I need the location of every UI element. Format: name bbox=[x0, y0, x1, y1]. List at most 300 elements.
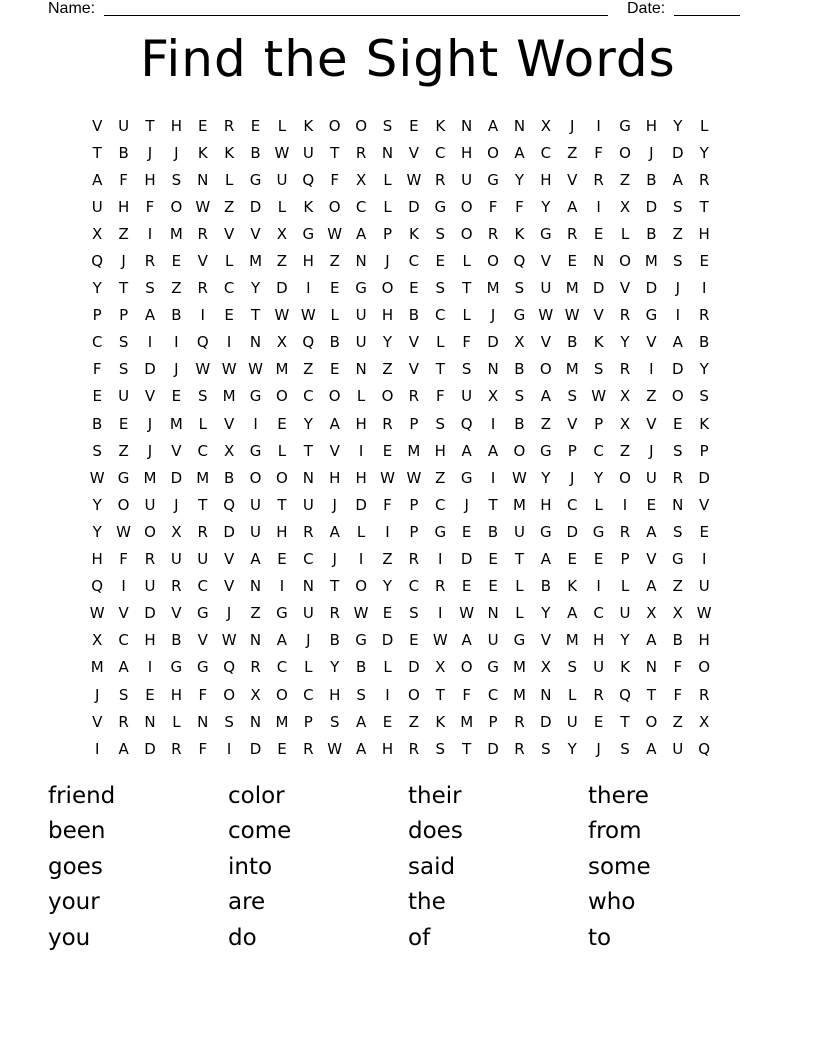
grid-cell[interactable]: D bbox=[698, 468, 710, 487]
grid-cell[interactable]: R bbox=[698, 685, 710, 704]
grid-cell[interactable]: H bbox=[698, 631, 710, 650]
grid-cell[interactable]: T bbox=[514, 550, 525, 569]
grid-cell[interactable]: M bbox=[407, 441, 421, 460]
grid-cell[interactable]: E bbox=[198, 116, 208, 135]
grid-cell[interactable]: L bbox=[383, 197, 392, 216]
grid-cell[interactable]: L bbox=[620, 224, 630, 243]
grid-cell[interactable]: A bbox=[514, 143, 525, 162]
grid-cell[interactable]: V bbox=[567, 170, 578, 189]
grid-cell[interactable]: T bbox=[303, 441, 313, 460]
grid-cell[interactable]: H bbox=[381, 739, 394, 758]
grid-cell[interactable]: N bbox=[249, 333, 262, 352]
grid-cell[interactable]: E bbox=[382, 441, 393, 460]
grid-cell[interactable]: O bbox=[355, 116, 367, 135]
grid-cell[interactable]: V bbox=[144, 387, 156, 406]
grid-cell[interactable]: H bbox=[144, 170, 156, 189]
grid-cell[interactable]: D bbox=[144, 360, 156, 379]
grid-cell[interactable]: D bbox=[408, 658, 420, 677]
grid-cell[interactable]: F bbox=[435, 387, 445, 406]
grid-cell[interactable]: K bbox=[408, 224, 419, 243]
grid-cell[interactable]: V bbox=[171, 441, 182, 460]
grid-cell[interactable]: M bbox=[143, 468, 157, 487]
grid-cell[interactable]: Q bbox=[460, 414, 473, 433]
grid-cell[interactable]: V bbox=[646, 333, 657, 352]
grid-cell[interactable]: W bbox=[353, 604, 369, 623]
grid-cell[interactable]: O bbox=[328, 116, 341, 135]
grid-cell[interactable]: G bbox=[249, 441, 262, 460]
grid-cell[interactable]: Y bbox=[594, 468, 604, 487]
grid-cell[interactable]: Z bbox=[303, 360, 314, 379]
grid-cell[interactable]: N bbox=[302, 577, 314, 596]
grid-cell[interactable]: G bbox=[355, 631, 367, 650]
grid-cell[interactable]: A bbox=[672, 333, 683, 352]
grid-cell[interactable]: I bbox=[649, 360, 654, 379]
grid-cell[interactable]: H bbox=[434, 441, 446, 460]
grid-cell[interactable]: S bbox=[673, 441, 683, 460]
grid-cell[interactable]: A bbox=[355, 739, 367, 758]
grid-cell[interactable]: E bbox=[435, 252, 446, 271]
grid-cell[interactable]: N bbox=[487, 604, 499, 623]
grid-cell[interactable]: S bbox=[435, 224, 446, 243]
grid-cell[interactable]: E bbox=[461, 577, 472, 596]
grid-cell[interactable]: N bbox=[540, 685, 552, 704]
grid-cell[interactable]: R bbox=[355, 143, 367, 162]
grid-cell[interactable]: R bbox=[514, 712, 525, 731]
grid-cell[interactable]: E bbox=[382, 604, 393, 623]
grid-cell[interactable]: M bbox=[565, 360, 579, 379]
grid-cell[interactable]: Y bbox=[250, 279, 261, 298]
grid-cell[interactable]: W bbox=[406, 468, 422, 487]
grid-cell[interactable]: I bbox=[596, 116, 601, 135]
grid-cell[interactable]: U bbox=[355, 333, 367, 352]
grid-cell[interactable]: U bbox=[513, 522, 525, 541]
grid-cell[interactable]: R bbox=[408, 739, 420, 758]
grid-cell[interactable]: G bbox=[170, 658, 183, 677]
grid-cell[interactable]: W bbox=[89, 468, 105, 487]
grid-cell[interactable]: S bbox=[673, 522, 683, 541]
grid-cell[interactable]: O bbox=[460, 658, 473, 677]
grid-cell[interactable]: S bbox=[224, 712, 234, 731]
grid-cell[interactable]: B bbox=[118, 143, 129, 162]
grid-cell[interactable]: E bbox=[277, 550, 287, 569]
grid-cell[interactable]: P bbox=[409, 414, 419, 433]
grid-cell[interactable]: D bbox=[645, 197, 658, 216]
grid-cell[interactable]: L bbox=[436, 333, 445, 352]
grid-cell[interactable]: J bbox=[226, 604, 232, 623]
grid-cell[interactable]: N bbox=[487, 360, 499, 379]
grid-cell[interactable]: N bbox=[645, 658, 658, 677]
grid-cell[interactable]: C bbox=[197, 441, 208, 460]
grid-cell[interactable]: T bbox=[250, 306, 261, 325]
grid-cell[interactable]: L bbox=[700, 116, 709, 135]
grid-cell[interactable]: T bbox=[435, 685, 445, 704]
grid-cell[interactable]: C bbox=[303, 387, 314, 406]
grid-cell[interactable]: T bbox=[277, 495, 287, 514]
grid-cell[interactable]: Z bbox=[567, 143, 578, 162]
grid-cell[interactable]: F bbox=[198, 739, 208, 758]
grid-cell[interactable]: D bbox=[487, 739, 499, 758]
grid-cell[interactable]: A bbox=[567, 197, 578, 216]
grid-cell[interactable]: C bbox=[355, 197, 367, 216]
grid-cell[interactable]: H bbox=[329, 468, 341, 487]
grid-cell[interactable]: I bbox=[490, 414, 496, 433]
grid-cell[interactable]: Z bbox=[646, 387, 657, 406]
grid-cell[interactable]: L bbox=[356, 387, 366, 406]
grid-cell[interactable]: R bbox=[171, 739, 182, 758]
grid-cell[interactable]: B bbox=[699, 333, 710, 352]
grid-cell[interactable]: R bbox=[144, 252, 156, 271]
grid-cell[interactable]: R bbox=[593, 685, 604, 704]
grid-cell[interactable]: Z bbox=[619, 170, 631, 189]
grid-cell[interactable]: V bbox=[92, 712, 103, 731]
grid-cell[interactable]: R bbox=[408, 387, 420, 406]
grid-cell[interactable]: P bbox=[409, 495, 419, 514]
grid-cell[interactable]: E bbox=[250, 116, 261, 135]
grid-cell[interactable]: Y bbox=[382, 333, 393, 352]
grid-cell[interactable]: G bbox=[513, 631, 526, 650]
grid-cell[interactable]: U bbox=[144, 577, 156, 596]
grid-cell[interactable]: R bbox=[698, 170, 710, 189]
grid-cell[interactable]: W bbox=[221, 631, 237, 650]
grid-cell[interactable]: U bbox=[645, 468, 657, 487]
grid-cell[interactable]: U bbox=[540, 279, 552, 298]
grid-cell[interactable]: C bbox=[435, 306, 446, 325]
grid-cell[interactable]: B bbox=[672, 631, 683, 650]
grid-cell[interactable]: U bbox=[461, 170, 473, 189]
grid-cell[interactable]: N bbox=[461, 116, 473, 135]
grid-cell[interactable]: E bbox=[224, 306, 234, 325]
grid-cell[interactable]: W bbox=[116, 522, 131, 541]
grid-cell[interactable]: T bbox=[330, 577, 340, 596]
grid-cell[interactable]: R bbox=[435, 577, 446, 596]
grid-cell[interactable]: H bbox=[355, 468, 367, 487]
grid-cell[interactable]: F bbox=[515, 197, 524, 216]
grid-cell[interactable]: Q bbox=[91, 577, 104, 596]
grid-cell[interactable]: G bbox=[592, 522, 605, 541]
grid-cell[interactable]: I bbox=[438, 604, 443, 623]
grid-cell[interactable]: X bbox=[435, 658, 446, 677]
grid-cell[interactable]: B bbox=[514, 414, 525, 433]
grid-cell[interactable]: U bbox=[250, 522, 262, 541]
grid-cell[interactable]: R bbox=[118, 712, 129, 731]
grid-cell[interactable]: D bbox=[592, 279, 605, 298]
grid-cell[interactable]: V bbox=[92, 116, 103, 135]
grid-cell[interactable]: V bbox=[619, 279, 631, 298]
grid-cell[interactable]: H bbox=[645, 116, 658, 135]
grid-cell[interactable]: W bbox=[221, 360, 237, 379]
grid-cell[interactable]: B bbox=[355, 658, 367, 677]
grid-cell[interactable]: B bbox=[250, 143, 261, 162]
grid-cell[interactable]: Z bbox=[329, 252, 340, 271]
grid-cell[interactable]: P bbox=[488, 712, 498, 731]
grid-cell[interactable]: G bbox=[434, 522, 447, 541]
grid-cell[interactable]: E bbox=[145, 685, 155, 704]
grid-cell[interactable]: F bbox=[145, 197, 155, 216]
grid-cell[interactable]: H bbox=[302, 252, 314, 271]
grid-cell[interactable]: I bbox=[358, 550, 364, 569]
grid-cell[interactable]: N bbox=[144, 712, 156, 731]
grid-cell[interactable]: V bbox=[540, 252, 551, 271]
grid-cell[interactable]: O bbox=[407, 685, 420, 704]
grid-cell[interactable]: L bbox=[198, 414, 207, 433]
grid-cell[interactable]: A bbox=[487, 116, 499, 135]
grid-cell[interactable]: I bbox=[226, 739, 232, 758]
grid-cell[interactable]: U bbox=[355, 306, 367, 325]
grid-cell[interactable]: L bbox=[383, 658, 392, 677]
grid-cell[interactable]: J bbox=[596, 739, 601, 758]
grid-cell[interactable]: U bbox=[91, 197, 103, 216]
grid-cell[interactable]: H bbox=[144, 631, 156, 650]
grid-cell[interactable]: O bbox=[170, 197, 183, 216]
grid-cell[interactable]: N bbox=[593, 252, 605, 271]
grid-cell[interactable]: K bbox=[699, 414, 710, 433]
grid-cell[interactable]: U bbox=[118, 387, 130, 406]
grid-cell[interactable]: N bbox=[197, 712, 209, 731]
grid-cell[interactable]: R bbox=[593, 170, 604, 189]
grid-cell[interactable]: V bbox=[567, 414, 578, 433]
grid-cell[interactable]: J bbox=[147, 441, 153, 460]
grid-cell[interactable]: X bbox=[224, 441, 235, 460]
grid-cell[interactable]: J bbox=[490, 306, 496, 325]
grid-cell[interactable]: R bbox=[303, 522, 314, 541]
grid-cell[interactable]: D bbox=[144, 739, 156, 758]
grid-cell[interactable]: J bbox=[385, 252, 390, 271]
grid-cell[interactable]: G bbox=[196, 604, 209, 623]
grid-cell[interactable]: P bbox=[303, 712, 313, 731]
grid-cell[interactable]: E bbox=[488, 577, 498, 596]
grid-cell[interactable]: F bbox=[383, 495, 392, 514]
grid-cell[interactable]: E bbox=[277, 739, 287, 758]
grid-cell[interactable]: B bbox=[514, 360, 525, 379]
grid-cell[interactable]: I bbox=[306, 279, 311, 298]
grid-cell[interactable]: W bbox=[274, 143, 290, 162]
grid-cell[interactable]: X bbox=[276, 333, 288, 352]
grid-cell[interactable]: R bbox=[698, 306, 710, 325]
grid-cell[interactable]: Q bbox=[91, 252, 104, 271]
grid-cell[interactable]: D bbox=[408, 197, 420, 216]
grid-cell[interactable]: A bbox=[487, 441, 499, 460]
grid-cell[interactable]: F bbox=[462, 685, 471, 704]
grid-cell[interactable]: V bbox=[171, 604, 182, 623]
grid-cell[interactable]: O bbox=[619, 143, 631, 162]
grid-cell[interactable]: D bbox=[460, 550, 473, 569]
grid-cell[interactable]: T bbox=[646, 685, 656, 704]
grid-cell[interactable]: W bbox=[274, 306, 290, 325]
grid-cell[interactable]: M bbox=[169, 224, 183, 243]
grid-cell[interactable]: E bbox=[646, 495, 657, 514]
grid-cell[interactable]: G bbox=[434, 197, 447, 216]
grid-cell[interactable]: I bbox=[226, 333, 232, 352]
grid-cell[interactable]: Z bbox=[672, 224, 683, 243]
grid-cell[interactable]: A bbox=[276, 631, 288, 650]
grid-cell[interactable]: V bbox=[646, 414, 657, 433]
grid-cell[interactable]: M bbox=[169, 414, 183, 433]
grid-cell[interactable]: V bbox=[118, 604, 129, 623]
grid-cell[interactable]: O bbox=[513, 441, 526, 460]
grid-cell[interactable]: C bbox=[593, 441, 604, 460]
grid-cell[interactable]: O bbox=[460, 224, 473, 243]
grid-cell[interactable]: D bbox=[645, 279, 658, 298]
grid-cell[interactable]: V bbox=[329, 441, 340, 460]
grid-cell[interactable]: C bbox=[435, 495, 446, 514]
grid-cell[interactable]: G bbox=[276, 604, 288, 623]
grid-cell[interactable]: Y bbox=[620, 631, 630, 650]
grid-cell[interactable]: L bbox=[304, 658, 313, 677]
grid-cell[interactable]: Y bbox=[303, 414, 313, 433]
grid-cell[interactable]: S bbox=[329, 712, 340, 731]
grid-cell[interactable]: Z bbox=[672, 712, 683, 731]
grid-cell[interactable]: D bbox=[672, 360, 684, 379]
grid-cell[interactable]: Y bbox=[699, 143, 709, 162]
grid-cell[interactable]: U bbox=[250, 495, 262, 514]
grid-cell[interactable]: J bbox=[306, 631, 311, 650]
grid-cell[interactable]: P bbox=[119, 306, 129, 325]
grid-cell[interactable]: R bbox=[672, 468, 683, 487]
grid-cell[interactable]: A bbox=[355, 224, 367, 243]
grid-cell[interactable]: J bbox=[675, 279, 680, 298]
grid-cell[interactable]: D bbox=[355, 495, 367, 514]
grid-cell[interactable]: V bbox=[250, 224, 261, 243]
grid-cell[interactable]: A bbox=[92, 170, 103, 189]
grid-cell[interactable]: G bbox=[671, 550, 684, 569]
grid-cell[interactable]: M bbox=[565, 631, 579, 650]
grid-cell[interactable]: R bbox=[197, 224, 208, 243]
grid-cell[interactable]: H bbox=[276, 522, 288, 541]
grid-cell[interactable]: L bbox=[515, 577, 524, 596]
grid-cell[interactable]: T bbox=[488, 495, 498, 514]
grid-cell[interactable]: Y bbox=[673, 116, 683, 135]
grid-cell[interactable]: P bbox=[594, 414, 604, 433]
grid-cell[interactable]: K bbox=[435, 712, 446, 731]
grid-cell[interactable]: Q bbox=[302, 333, 315, 352]
grid-cell[interactable]: H bbox=[170, 685, 182, 704]
grid-cell[interactable]: A bbox=[646, 577, 657, 596]
grid-cell[interactable]: W bbox=[564, 306, 580, 325]
grid-cell[interactable]: L bbox=[277, 116, 287, 135]
grid-cell[interactable]: A bbox=[646, 631, 657, 650]
grid-cell[interactable]: R bbox=[567, 224, 578, 243]
grid-cell[interactable]: A bbox=[355, 712, 367, 731]
grid-cell[interactable]: Z bbox=[276, 252, 288, 271]
grid-cell[interactable]: D bbox=[381, 631, 394, 650]
grid-cell[interactable]: A bbox=[646, 739, 657, 758]
grid-cell[interactable]: E bbox=[329, 279, 340, 298]
grid-cell[interactable]: O bbox=[381, 279, 394, 298]
grid-cell[interactable]: V bbox=[197, 631, 208, 650]
grid-cell[interactable]: N bbox=[355, 360, 367, 379]
grid-cell[interactable]: N bbox=[513, 116, 526, 135]
grid-cell[interactable]: W bbox=[195, 197, 211, 216]
grid-cell[interactable]: Z bbox=[540, 414, 551, 433]
grid-cell[interactable]: J bbox=[332, 495, 337, 514]
grid-cell[interactable]: V bbox=[197, 252, 208, 271]
grid-cell[interactable]: L bbox=[568, 685, 577, 704]
grid-cell[interactable]: O bbox=[355, 577, 367, 596]
grid-cell[interactable]: H bbox=[355, 414, 367, 433]
grid-cell[interactable]: R bbox=[171, 577, 182, 596]
grid-cell[interactable]: K bbox=[303, 116, 314, 135]
grid-cell[interactable]: Q bbox=[698, 739, 711, 758]
grid-cell[interactable]: V bbox=[540, 333, 551, 352]
grid-cell[interactable]: I bbox=[253, 414, 258, 433]
grid-cell[interactable]: U bbox=[118, 116, 130, 135]
grid-cell[interactable]: B bbox=[329, 333, 340, 352]
grid-cell[interactable]: D bbox=[276, 279, 288, 298]
grid-cell[interactable]: X bbox=[646, 604, 657, 623]
grid-cell[interactable]: B bbox=[540, 577, 551, 596]
grid-cell[interactable]: U bbox=[619, 604, 631, 623]
grid-cell[interactable]: P bbox=[409, 522, 419, 541]
grid-cell[interactable]: A bbox=[540, 387, 551, 406]
grid-cell[interactable]: Y bbox=[330, 658, 340, 677]
grid-cell[interactable]: E bbox=[277, 414, 287, 433]
grid-cell[interactable]: F bbox=[462, 333, 471, 352]
grid-cell[interactable]: O bbox=[276, 468, 288, 487]
grid-cell[interactable]: X bbox=[699, 712, 710, 731]
grid-cell[interactable]: L bbox=[224, 170, 234, 189]
grid-cell[interactable]: J bbox=[147, 143, 153, 162]
grid-cell[interactable]: G bbox=[117, 468, 130, 487]
grid-cell[interactable]: G bbox=[540, 522, 552, 541]
grid-cell[interactable]: M bbox=[90, 658, 104, 677]
grid-cell[interactable]: B bbox=[171, 631, 182, 650]
grid-cell[interactable]: U bbox=[593, 658, 605, 677]
grid-cell[interactable]: I bbox=[675, 306, 680, 325]
grid-cell[interactable]: V bbox=[224, 550, 235, 569]
grid-cell[interactable]: V bbox=[408, 143, 420, 162]
grid-cell[interactable]: J bbox=[649, 143, 654, 162]
grid-cell[interactable]: I bbox=[147, 224, 153, 243]
grid-cell[interactable]: Y bbox=[92, 522, 102, 541]
grid-cell[interactable]: T bbox=[620, 712, 630, 731]
grid-cell[interactable]: L bbox=[594, 495, 603, 514]
grid-cell[interactable]: S bbox=[171, 170, 182, 189]
grid-cell[interactable]: R bbox=[223, 116, 235, 135]
grid-cell[interactable]: W bbox=[195, 360, 211, 379]
grid-cell[interactable]: F bbox=[673, 685, 683, 704]
grid-cell[interactable]: E bbox=[567, 550, 577, 569]
grid-cell[interactable]: H bbox=[329, 685, 341, 704]
grid-cell[interactable]: V bbox=[540, 631, 551, 650]
grid-cell[interactable]: X bbox=[171, 522, 182, 541]
grid-cell[interactable]: V bbox=[408, 360, 420, 379]
grid-cell[interactable]: R bbox=[197, 279, 208, 298]
grid-cell[interactable]: O bbox=[381, 387, 394, 406]
grid-cell[interactable]: M bbox=[222, 387, 236, 406]
grid-cell[interactable]: X bbox=[619, 197, 631, 216]
grid-cell[interactable]: Y bbox=[541, 604, 551, 623]
grid-cell[interactable]: I bbox=[701, 550, 707, 569]
grid-cell[interactable]: O bbox=[539, 360, 552, 379]
grid-cell[interactable]: Z bbox=[408, 712, 420, 731]
grid-cell[interactable]: F bbox=[119, 550, 128, 569]
grid-cell[interactable]: E bbox=[673, 414, 683, 433]
grid-cell[interactable]: H bbox=[540, 170, 552, 189]
grid-cell[interactable]: S bbox=[118, 685, 129, 704]
grid-cell[interactable]: Y bbox=[541, 468, 551, 487]
grid-cell[interactable]: O bbox=[328, 387, 341, 406]
grid-cell[interactable]: C bbox=[303, 550, 314, 569]
grid-cell[interactable]: P bbox=[699, 441, 709, 460]
grid-cell[interactable]: T bbox=[699, 197, 709, 216]
grid-cell[interactable]: U bbox=[302, 604, 314, 623]
grid-cell[interactable]: G bbox=[196, 658, 209, 677]
grid-cell[interactable]: H bbox=[381, 306, 394, 325]
grid-cell[interactable]: M bbox=[486, 279, 500, 298]
grid-cell[interactable]: F bbox=[92, 360, 102, 379]
grid-cell[interactable]: I bbox=[147, 333, 153, 352]
grid-cell[interactable]: C bbox=[303, 685, 314, 704]
